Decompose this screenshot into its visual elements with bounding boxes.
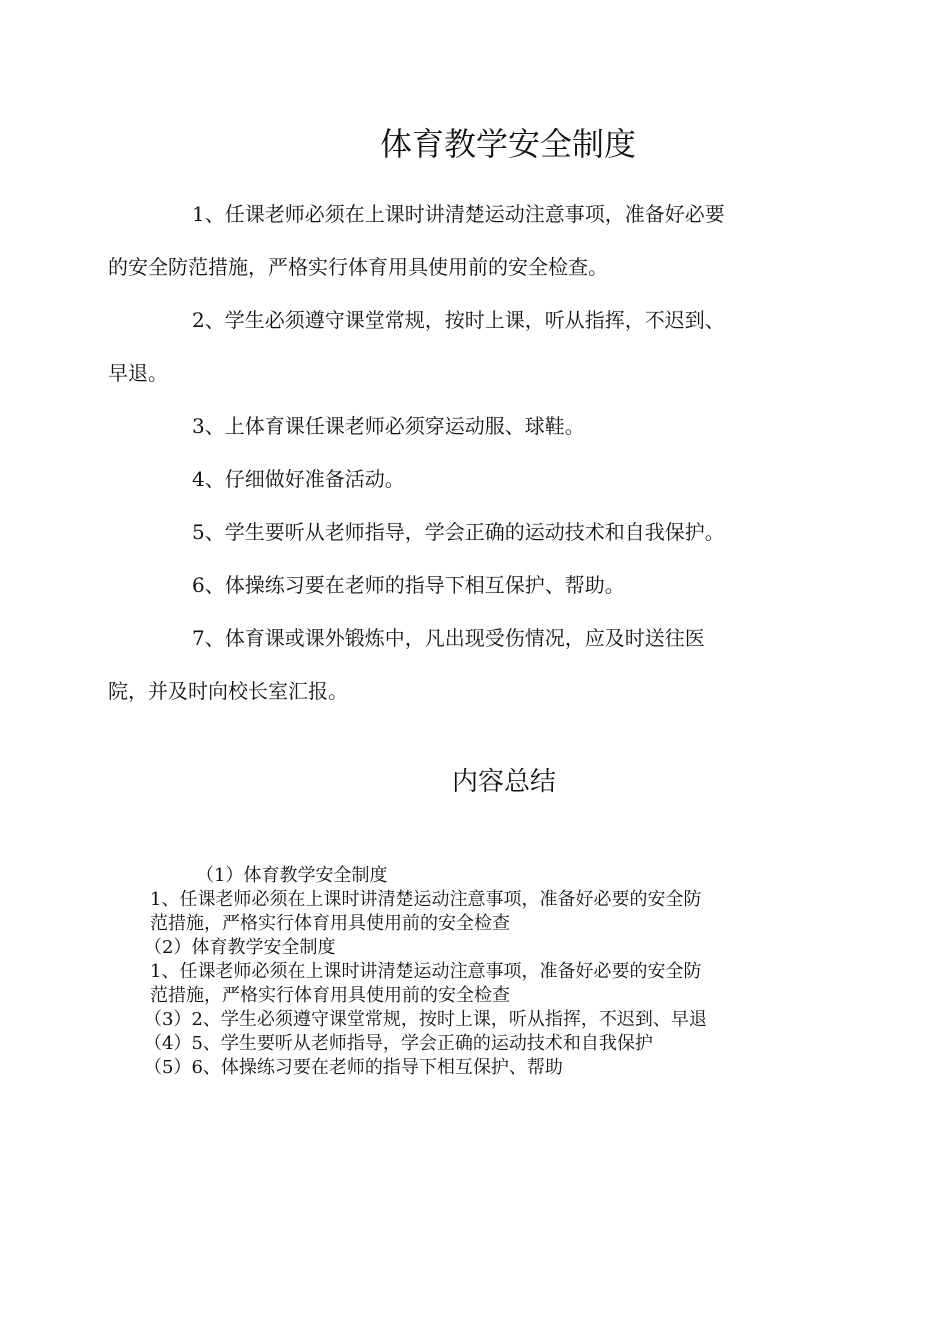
- rule-paragraph: [150, 512, 800, 553]
- summary-row: 范措施，严格实行体育用具使用前的安全检查: [150, 913, 510, 934]
- summary-row: （3）2、学生必须遵守课堂常规，按时上课，听从指挥，不迟到、早退: [144, 1009, 707, 1030]
- rule-paragraph: [150, 565, 800, 606]
- rule-line: 6、体操练习要在老师的指导下相互保护、帮助。: [192, 573, 625, 597]
- rule-line: 院，并及时向校长室汇报。: [108, 679, 348, 703]
- summary-body: [144, 864, 800, 1080]
- summary-row: （1）体育教学安全制度: [196, 865, 388, 886]
- summary-row: （5）6、体操练习要在老师的指导下相互保护、帮助: [144, 1057, 563, 1078]
- rule-paragraph: [150, 459, 800, 500]
- rule-line: 的安全防范措施，严格实行体育用具使用前的安全检查。: [108, 255, 608, 279]
- rule-paragraph: [108, 194, 800, 288]
- rule-paragraph: [150, 406, 800, 447]
- rule-line: 5、学生要听从老师指导，学会正确的运动技术和自我保护。: [192, 520, 725, 544]
- rule-line: 3、上体育课任课老师必须穿运动服、球鞋。: [192, 414, 585, 438]
- summary-row: （4）5、学生要听从老师指导，学会正确的运动技术和自我保护: [144, 1033, 653, 1054]
- rule-paragraph: [108, 618, 800, 712]
- summary-row: （2）体育教学安全制度: [144, 937, 336, 958]
- rule-line: 4、仔细做好准备活动。: [192, 467, 405, 491]
- rule-paragraph: [108, 300, 800, 394]
- rule-line: 2、学生必须遵守课堂常规，按时上课，听从指挥，不迟到、: [192, 308, 725, 332]
- summary-row: 范措施，严格实行体育用具使用前的安全检查: [150, 985, 510, 1006]
- summary-title: 内容总结: [451, 767, 556, 797]
- rule-line: 1、任课老师必须在上课时讲清楚运动注意事项，准备好必要: [192, 202, 725, 226]
- summary-row: 1、任课老师必须在上课时讲清楚运动注意事项，准备好必要的安全防: [150, 889, 702, 910]
- rules-body: [108, 194, 800, 724]
- summary-row: 1、任课老师必须在上课时讲清楚运动注意事项，准备好必要的安全防: [150, 961, 702, 982]
- rule-line: 早退。: [108, 361, 168, 385]
- rule-line: 7、体育课或课外锻炼中，凡出现受伤情况，应及时送往医: [192, 626, 705, 650]
- page-title: 体育教学安全制度: [379, 125, 636, 163]
